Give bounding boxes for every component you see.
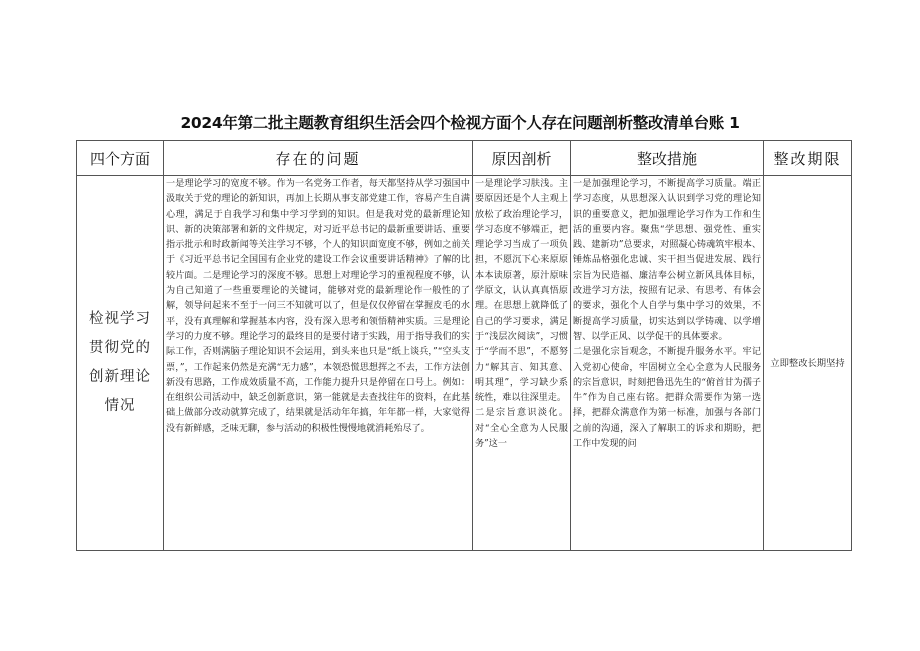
causes-paragraph: 二是宗旨意识淡化。对“全心全意为人民服务”这一 (475, 408, 568, 450)
header-aspect: 四个方面 (77, 141, 164, 176)
aspect-line: 情况 (104, 398, 136, 414)
header-problems: 存在的问题 (164, 141, 473, 176)
problems-text: 一是理论学习的宽度不够。作为一名党务工作者，每天都坚持从学习强国中汲取关于党的理论的新知识，再加上长期从事支部党建工作，容易产生自满心理，满足于自我学习和集中学习学到的知识。但是我对党的最新理论知识、新的决策部署和新的文件规定，对习近平总书记的最新重要讲话、重要指示批示和时政新闻等关注学习不够，个人的知识面宽度不够，例如之前关于《习近平总书记全国国有企业党的建设工作会议重要讲话精神》了解的比较片面。二是理论学习的深度不够。思想上对理论学习的重视程度不够，认为自己知道了一些重要理论的关键词，能够对党的最新理论作一般性的了解，领导问起来不至于一问三不知就可以了，但是仅仅停留在掌握皮毛的水平，没有真理解和掌握基本内容，没有深入思考和领悟精神实质。三是理论学习的力度不够。理论学习的最终目的是要付诸于实践，用于指导我们的实际工作，否则满脑子理论知识不会运用，到头来也只是“纸上谈兵，”“空头支票，”，工作起来仍然是充满“无力感”，本领恐慌思想挥之不去，工作方法创新没有思路，工作成效质量不高，工作能力提升只是停留在口号上。例如：在组织公司活动中，缺乏创新意识，第一能就是去查找往年的资料，在此基础上做部分改动就算完成了，结果就是活动年年搞，年年都一样，大家觉得没有新鲜感，乏味无聊，参与活动的积极性慢慢地就消耗殆尽了。 (166, 179, 470, 434)
period-cell: 立即整改长期坚持 (764, 176, 852, 551)
aspect-cell (77, 176, 164, 551)
measures-cell (571, 176, 764, 551)
measures-paragraph: 一是加强理论学习，不断提高学习质量。端正学习态度，从思想深入认识到学习党的理论知识的重要意义，把加强理论学习作为工作和生活的重要内容。聚焦“学思想、强党性、重实践、建新功”总要求，对照凝心铸魂筑牢根本、锤炼品格强化忠诚、实干担当促进发展、践行宗旨为民造福、廉洁奉公树立新风具体目标，改进学习方法，按照有记录、有思考、有体会的要求，强化个人自学与集中学习的效果，不断提高学习质量，切实达到以学铸魂、以学增智、以学正风、以学促干的具体要求。 (573, 179, 761, 342)
causes-paragraph: 一是理论学习肤浅。主要原因还是个人主观上放松了政治理论学习，学习态度不够端正，把理论学习当成了一项负担，不愿沉下心来原原本本读原著，原汁原味学原文，认认真真悟原理。在思想上就降低了自己的学习要求，满足于“浅层次阅读”，习惯于“学而不思”，不愿努力“解其言、知其意、明其理”，学习缺少系统性，难以往深里走。 (475, 179, 568, 404)
table-row (77, 176, 852, 551)
header-measures: 整改措施 (571, 141, 764, 176)
aspect-line: 创新理论 (89, 369, 151, 385)
aspect-line: 检视学习 (89, 311, 151, 327)
header-row (77, 141, 852, 176)
aspect-line: 贯彻党的 (89, 340, 151, 356)
causes-cell (473, 176, 571, 551)
header-causes: 原因剖析 (473, 141, 571, 176)
measures-paragraph: 二是强化宗旨观念，不断提升服务水平。牢记入党初心使命，牢固树立全心全意为人民服务的宗旨意识，时刻把鲁迅先生的“俯首甘为孺子牛”作为自己座右铭。把群众需要作为第一选择，把群众满意作为第一标准，加强与各部门之前的沟通，深入了解职工的诉求和期盼，把工作中发现的问 (573, 347, 761, 450)
rectification-table (76, 140, 852, 551)
document-title: 2024年第二批主题教育组织生活会四个检视方面个人存在问题剖析整改清单台账 1 (180, 114, 740, 132)
problems-cell (164, 176, 473, 551)
header-period: 整改期限 (764, 141, 852, 176)
